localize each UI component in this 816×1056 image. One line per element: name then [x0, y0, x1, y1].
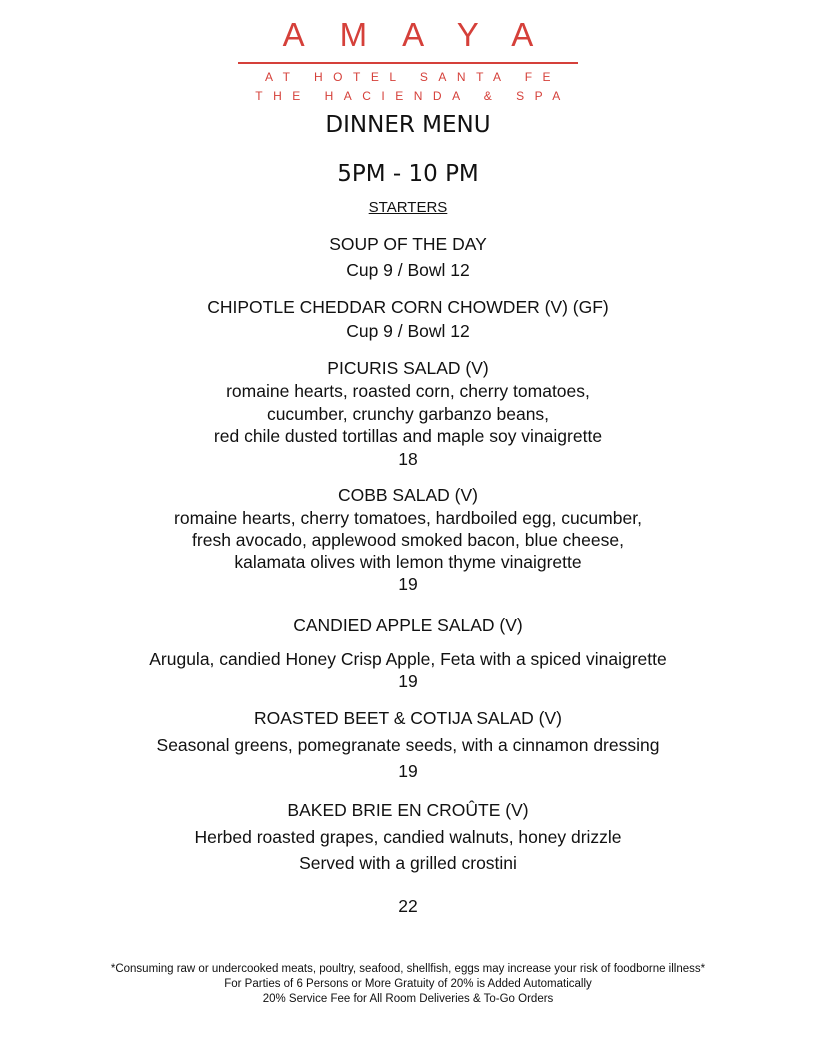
footer-gratuity-notice: For Parties of 6 Persons or More Gratuity of 20% is Added Automatically [224, 978, 592, 990]
menu-item-desc: fresh avocado, applewood smoked bacon, blue cheese, [192, 530, 624, 550]
menu-item-name: CHIPOTLE CHEDDAR CORN CHOWDER (V) (GF) [207, 297, 609, 317]
logo-wordmark: AMAYA [282, 16, 569, 53]
menu-item-name: PICURIS SALAD (V) [327, 358, 489, 378]
menu-item-name: COBB SALAD (V) [337, 485, 479, 505]
menu-item-desc: romaine hearts, cherry tomatoes, hardboiled egg, cucumber, [174, 508, 642, 528]
menu-item-desc: Cup 9 / Bowl 12 [346, 260, 470, 280]
logo-subtitle-line2: THE HACIENDA & SPA [255, 89, 571, 103]
menu-item-desc: romaine hearts, roasted corn, cherry tomatoes, [226, 381, 590, 401]
logo-subtitle-line1: AT HOTEL SANTA FE [264, 70, 562, 84]
menu-item-desc: Cup 9 / Bowl 12 [346, 321, 470, 341]
menu-item-desc: kalamata olives with lemon thyme vinaigrette [234, 552, 582, 572]
menu-title: DINNER MENU [325, 112, 491, 138]
menu-item-price: 18 [398, 449, 418, 469]
menu-item-desc: cucumber, crunchy garbanzo beans, [266, 404, 550, 424]
menu-item-name: CANDIED APPLE SALAD (V) [293, 615, 523, 635]
menu-item-desc: Arugula, candied Honey Crisp Apple, Feta with a spiced vinaigrette [149, 649, 667, 669]
section-title-starters: STARTERS [368, 199, 448, 216]
service-hours: 5PM - 10 PM [337, 161, 479, 187]
menu-item-desc: Herbed roasted grapes, candied walnuts, honey drizzle [194, 827, 622, 847]
footer-health-notice: *Consuming raw or undercooked meats, poultry, seafood, shellfish, eggs may increase your risk of foodborne illness* [110, 963, 706, 975]
menu-item-name: ROASTED BEET & COTIJA SALAD (V) [254, 708, 562, 728]
menu-item-desc: Seasonal greens, pomegranate seeds, with a cinnamon dressing [156, 735, 660, 755]
menu-item-price: 19 [398, 761, 418, 781]
menu-item-price: 19 [398, 671, 418, 691]
logo-divider [238, 62, 578, 64]
footer-service-fee-notice: 20% Service Fee for All Room Deliveries & To-Go Orders [262, 993, 554, 1005]
menu-item-desc: red chile dusted tortillas and maple soy vinaigrette [213, 426, 603, 446]
menu-item-name: BAKED BRIE EN CROÛTE (V) [287, 800, 529, 820]
menu-item-name: SOUP OF THE DAY [329, 234, 487, 254]
menu-item-price: 22 [398, 896, 418, 916]
menu-item-desc: Served with a grilled crostini [299, 853, 517, 873]
menu-item-price: 19 [398, 574, 418, 594]
